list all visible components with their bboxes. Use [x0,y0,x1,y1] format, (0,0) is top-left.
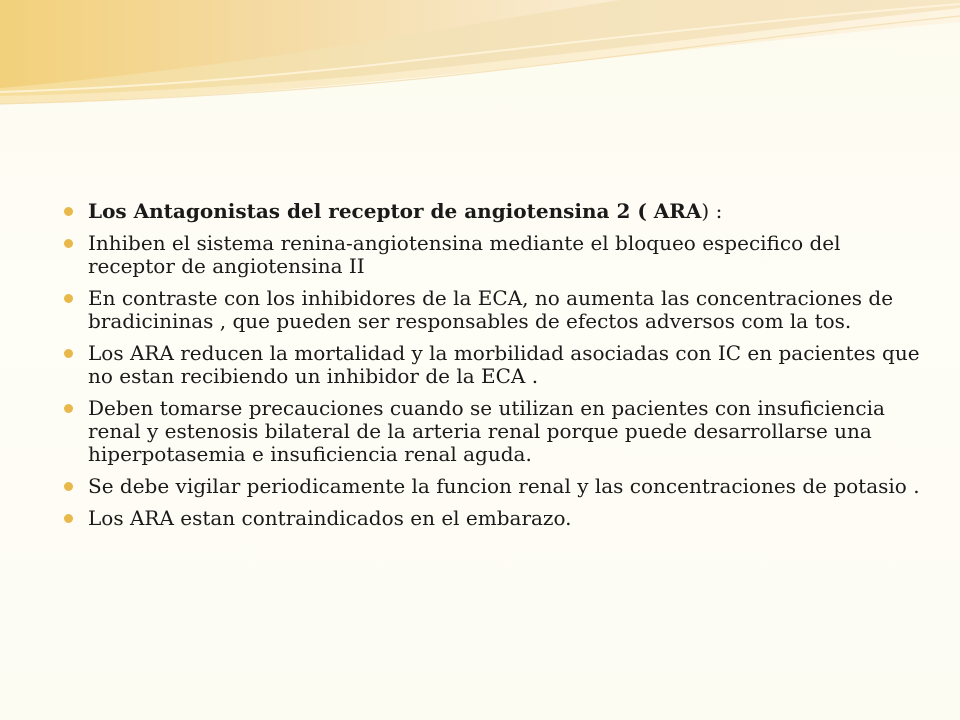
header-wave-decoration [0,0,960,120]
bullet-text: En contraste con los inhibidores de la ECA, no aumenta las concentraciones de bradicininas , que pueden ser responsables de efectos adversos com la tos. [88,286,894,333]
bullet-list [64,200,924,539]
bullet-item-pregnancy [64,507,924,530]
bullet-dot-icon [64,482,73,491]
bullet-item-precautions [64,397,924,466]
bullet-item-mechanism [64,232,924,278]
bullet-text: ) : [701,199,723,223]
bullet-strong-text: Los Antagonistas del receptor de angiotensina 2 ( ARA [88,199,702,223]
bullet-item-contrast [64,287,924,333]
bullet-dot-icon [64,404,73,413]
bullet-dot-icon [64,349,73,358]
bullet-dot-icon [64,514,73,523]
bullet-text: Se debe vigilar periodicamente la funcion renal y las concentraciones de potasio . [88,474,920,498]
bullet-item-monitoring [64,475,924,498]
bullet-text: Deben tomarse precauciones cuando se utilizan en pacientes con insuficiencia renal y estenosis bilateral de la arteria renal porque puede desarrollarse una hiperpotasemia e insuficiencia renal aguda. [88,396,885,466]
bullet-item-ara-title [64,200,924,223]
bullet-text: Los ARA estan contraindicados en el embarazo. [88,506,572,530]
bullet-dot-icon [64,239,73,248]
bullet-dot-icon [64,294,73,303]
bullet-item-mortality [64,342,924,388]
bullet-text: Los ARA reducen la mortalidad y la morbilidad asociadas con IC en pacientes que no estan recibiendo un inhibidor de la ECA . [88,341,920,388]
bullet-text: Inhiben el sistema renina-angiotensina mediante el bloqueo especifico del receptor de angiotensina II [88,231,841,278]
bullet-dot-icon [64,207,73,216]
